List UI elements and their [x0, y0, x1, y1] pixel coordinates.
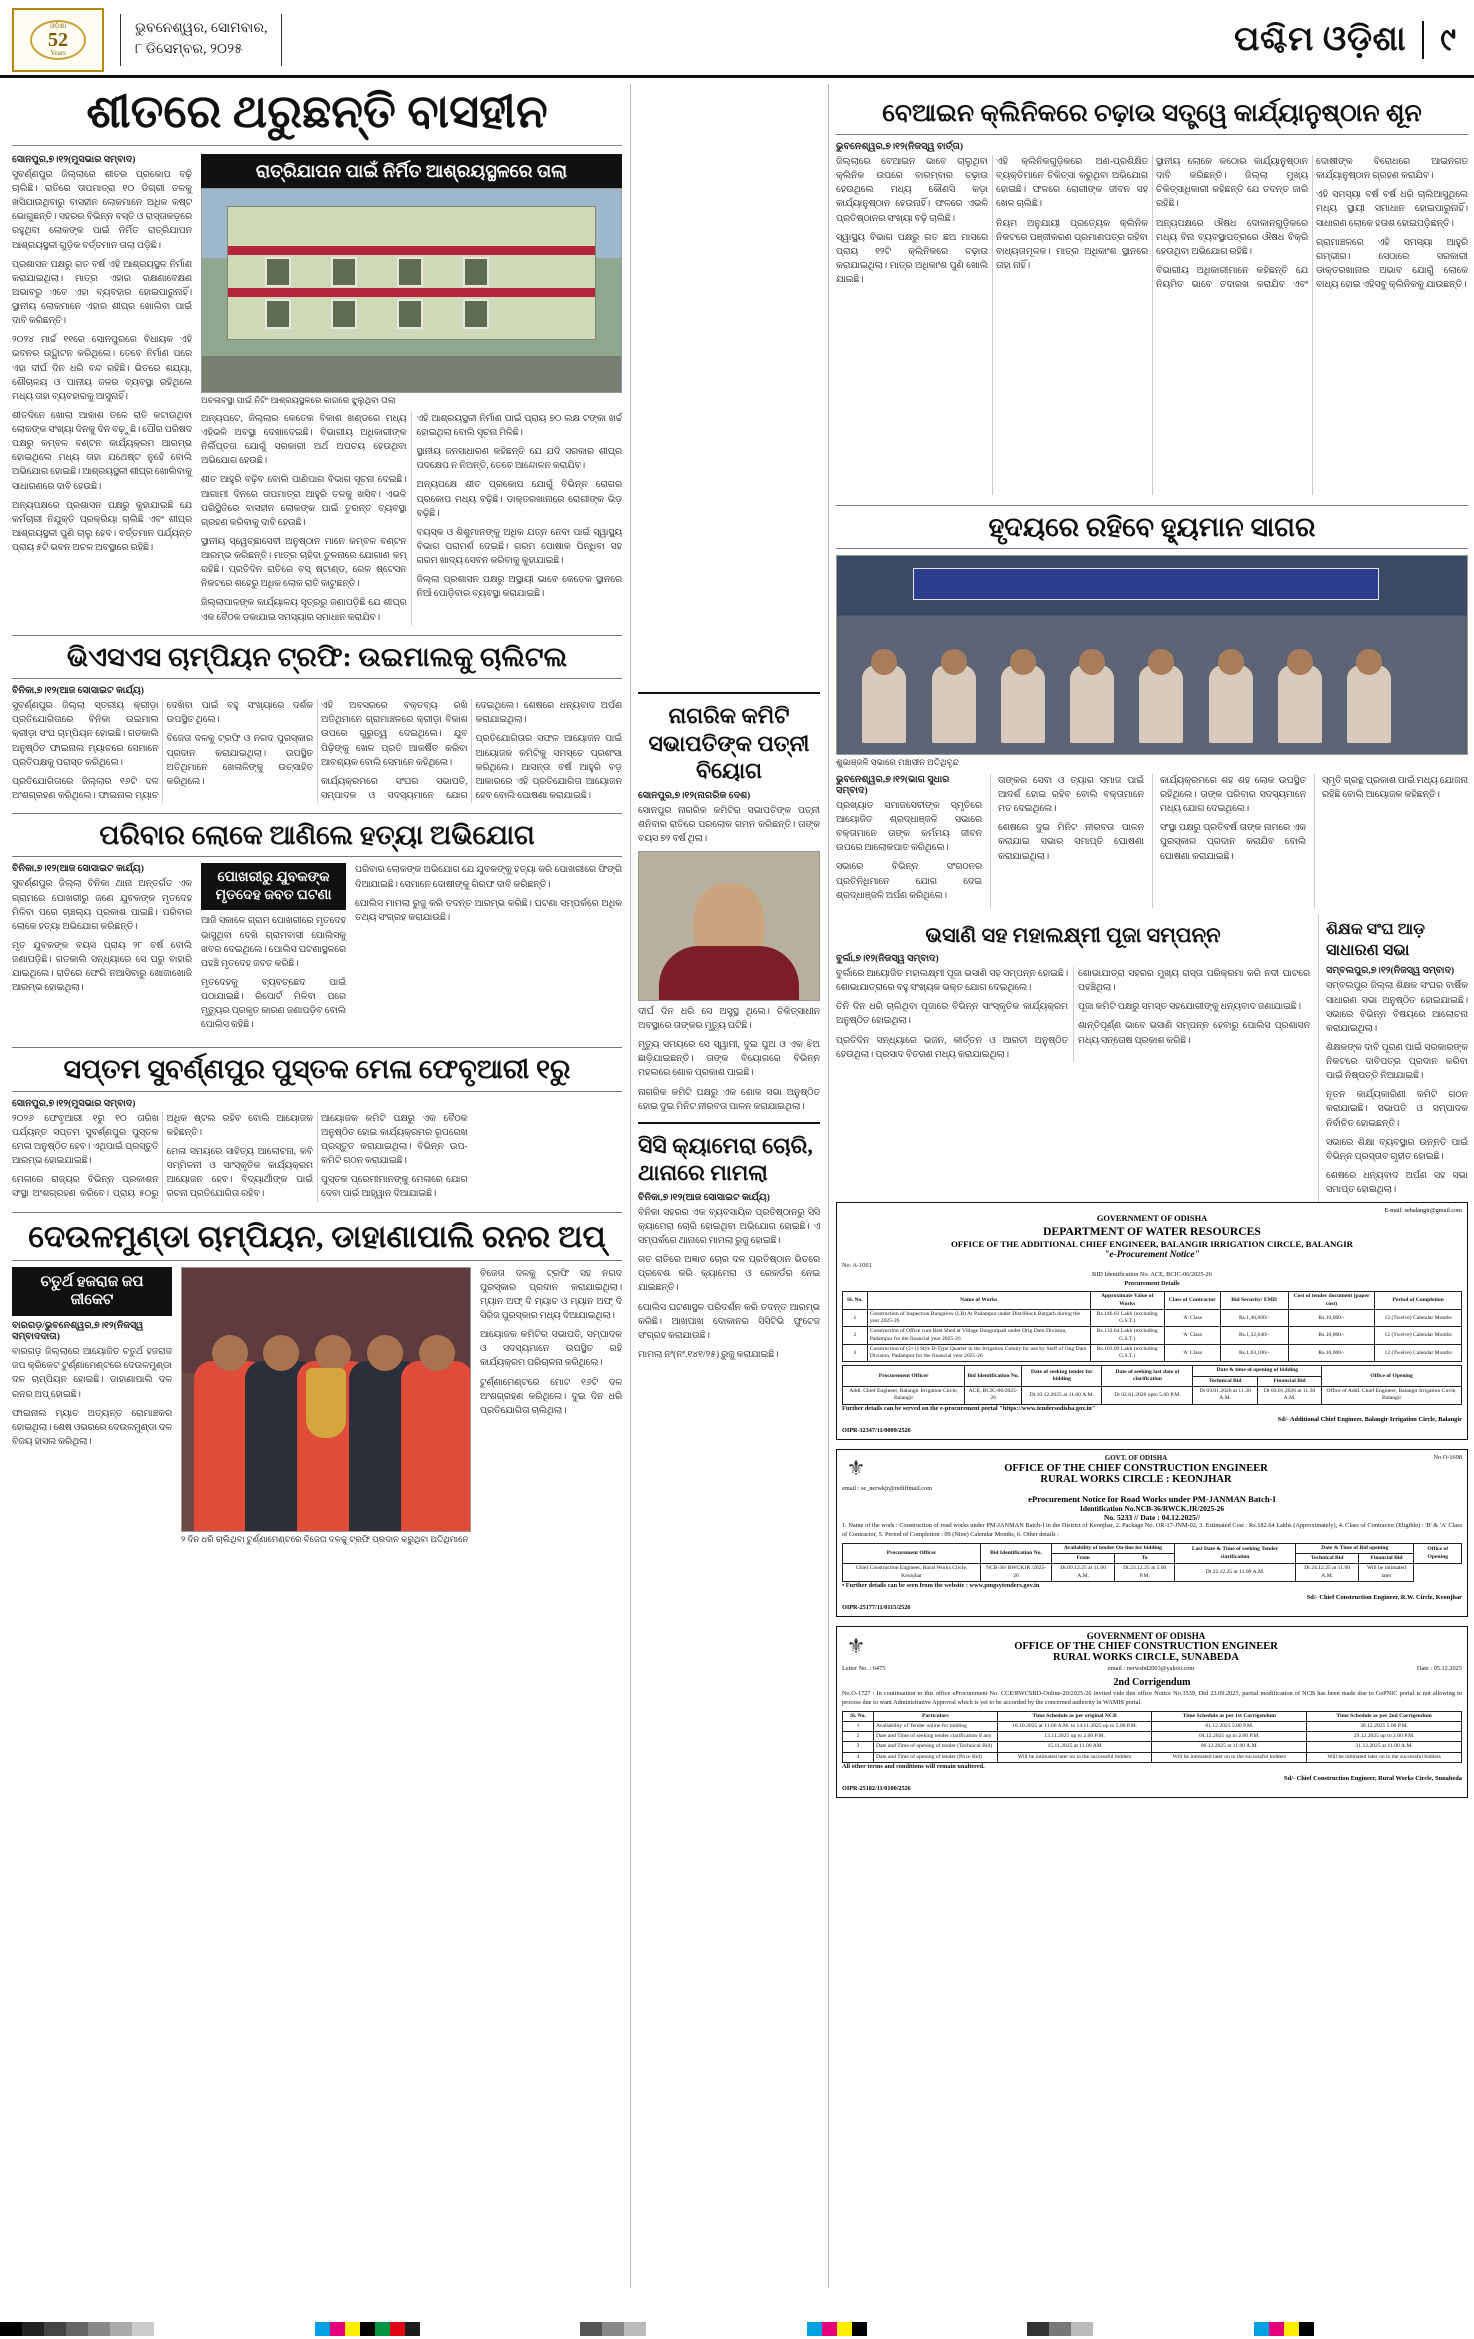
cell-work: Construction of Office cum Rest Shed at Village Dunguripali under Orig Dam Division, Padampur for the financial year 2025-26 [867, 1327, 1090, 1345]
cell-cost: Rs.10,000/- [1288, 1327, 1375, 1345]
family-para-1: ମୃତ ଯୁବକଙ୍କ ବୟସ ପ୍ରାୟ ୨୮ ବର୍ଷ ବୋଲି ଜଣାପଡ଼ିଛି। ଗତକାଲି ସନ୍ଧ୍ୟାରେ ସେ ଘରୁ ବାହାରି ଯାଇଥିଲେ। ରାତିରେ ଫେରି ନଆସିବାରୁ ଖୋଜାଖୋଜି ଆରମ୍ଭ ହୋଇଥିଲା। [12, 940, 192, 994]
cell-to: Dt.23.12.25 at 5.00 P.M. [1115, 1564, 1175, 1582]
vss-para-4: କାର୍ଯ୍ୟକ୍ରମରେ ସଂଘର ସଭାପତି, ସମ୍ପାଦକ ଓ ସଦସ୍ୟମାନେ ଯୋଗ ଦେଇଥିଲେ। ଶେଷରେ ଧନ୍ୟବାଦ ଅର୍ପଣ କରାଯାଇଥିଲା। [321, 701, 622, 801]
water-notice-type: "e-Procurement Notice" [1104, 1250, 1200, 1261]
lead-photo [201, 188, 622, 393]
bookfair-para-2: ମେଳା ସମୟରେ ସାହିତ୍ୟ ଆଲୋଚନା, କବି ସମ୍ମିଳନୀ ଓ ସାଂସ୍କୃତିକ କାର୍ଯ୍ୟକ୍ରମ ଆୟୋଜନ ହେବ। ବିଦ୍ୟାର୍ଥୀଙ୍କ ପାଇଁ ରଚନା ପ୍ରତିଯୋଗିତା ରହିବ। [166, 1147, 313, 1200]
vss-para-3: ଏହି ଅବସରରେ ବକ୍ତବ୍ୟ ରଖି ଅତିଥିମାନେ ଗ୍ରାମାଞ୍ଚଳରେ କ୍ରୀଡ଼ା ବିକାଶ ଉପରେ ଗୁରୁତ୍ୱ ଦେଇଥିଲେ। ଯୁବ ପିଢ଼ିଙ୍କୁ ଖେଳ ପ୍ରତି ଆକର୍ଷିତ କରିବା ଆବଶ୍ୟକ ବୋଲି ସେମାନେ କହିଥିଲେ। [321, 701, 468, 768]
cell-fin: Dt 03.01.2026 at 11.30 A.M. [1257, 1387, 1321, 1405]
family-headline: ପରିବାର ଲୋକେ ଆଣିଲେ ହତ୍ୟା ଅଭିଯୋଗ [12, 813, 622, 857]
puja-para-3: ଶୋଭାଯାତ୍ରା ସହରର ମୁଖ୍ୟ ରାସ୍ତା ପରିକ୍ରମା କରି ନଦୀ ଘାଟରେ ପହଞ୍ଚିଥିଲା। [1078, 969, 1310, 994]
deulamunda-headline: ଦେଉଳମୁଣ୍ଡା ଚାମ୍ପିୟନ, ଡାହାଣାପାଲି ରନର ଅପ୍ [12, 1212, 622, 1261]
sagar-photo-caption: ଶୁଭାଞ୍ଜଳି ସଭାରେ ମଞ୍ଚାସୀନ ଅତିଥିବୃନ୍ଦ [836, 757, 959, 768]
table-header-row [843, 1543, 1462, 1553]
cell-office: Office of Addl. Chief Engineer, Balangir Irrigation Circle, Balangir [1322, 1387, 1462, 1405]
sunabeda-corrigendum-table [842, 1711, 1462, 1763]
cell-tech: Dt 03.01.2026 at 11.30 A.M. [1193, 1387, 1257, 1405]
lead-photo-kicker: ରାତ୍ରିଯାପନ ପାଇଁ ନିର୍ମିତ ଆଶ୍ରୟସ୍ଥଳରେ ତାଲା [201, 154, 622, 189]
water-notice-oipr: OIPR-32347/11/0009/2526 [842, 1426, 911, 1434]
masthead [0, 0, 1474, 78]
family-sub-kicker: ପୋଖରୀରୁ ଯୁବକଙ୍କ ମୃତଦେହ ଜବତ ଘଟଣା [201, 863, 346, 910]
clinic-para-1: ସ୍ୱାସ୍ଥ୍ୟ ବିଭାଗ ପକ୍ଷରୁ ଗତ ଛଅ ମାସରେ ପ୍ରାୟ ୧୨ଟି କ୍ଲିନିକରେ ଚଢ଼ାଉ କରାଯାଇଥିଲା। ମାତ୍ର ଅଧିକାଂଶ ପୁଣି ଖୋଲି ଯାଇଛି। [836, 232, 988, 285]
lead-headline: ଶୀତରେ ଥରୁଛନ୍ତି ବାସହୀନ [12, 86, 622, 146]
lead-para-0: ସୁବର୍ଣ୍ଣପୁର ଜିଲ୍ଲାରେ ଶୀତର ପ୍ରକୋପ ବଢ଼ି ଚାଲିଛି। ରାତିରେ ତାପମାତ୍ରା ୧୦ ଡିଗ୍ରୀ ତଳକୁ ଖସିଯାଉଥିବାରୁ ବାସହୀନ ଲୋକମାନେ ଅଧିକ କଷ୍ଟ ଭୋଗୁଛନ୍ତି। ସହରର ବିଭିନ୍ନ ବସ୍ତି ଓ ରାସ୍ତାକଡ଼ରେ ରହୁଥିବା ଲୋକଙ୍କ ପାଇଁ ନିର୍ମିତ ରାତ୍ରିଯାପନ ଆଶ୍ରୟସ୍ଥଳୀ ଗୁଡ଼ିକ ବର୍ତ୍ତମାନ ତାଲା ପଡ଼ିଛି। [12, 169, 192, 251]
keonjhar-email: email : se_nerwkjr@rediffmail.com [842, 1485, 933, 1493]
col-emd: Bid Security/ EMD [1220, 1292, 1288, 1310]
puja-para-1: ତିନି ଦିନ ଧରି ଚାଲିଥିବା ପୂଜାରେ ବିଭିନ୍ନ ସାଂସ୍କୃତିକ କାର୍ଯ୍ୟକ୍ରମ ଅନୁଷ୍ଠିତ ହୋଇଥିଲା। [836, 1002, 1068, 1027]
state-emblem-icon: ⚜ [846, 1456, 866, 1481]
sunabeda-oipr: OIPR-25182/11/0100/2526 [842, 1785, 911, 1793]
cell-from: Dt.09.12.25 at 11.00 A.M. [1051, 1564, 1115, 1582]
citizen-headline: ନାଗରିକ କମିଟି ସଭାପତିଙ୍କ ପତ୍ନୀ ବିୟୋଗ [648, 703, 810, 783]
col-seek-date: Date of seeking tender for bidding [1022, 1366, 1102, 1387]
cell-emd: Rs.1,32,640/- [1220, 1327, 1288, 1345]
cell-bid-id: NCB-36/ RWCKJR /2025-26 [981, 1564, 1052, 1582]
col-class: Class of Contractor [1164, 1292, 1220, 1310]
col-sl: Sl. No. [843, 1292, 868, 1310]
col-open: Date & Time of Bid opening [1295, 1543, 1414, 1553]
misc-byline: ସମ୍ବଲପୁର,୭।୧୨(ନିଜସ୍ୱ ସମ୍ବାଦ) [1326, 966, 1455, 977]
col-corr2: Time Schedule as per 2nd Corrigendum [1307, 1711, 1462, 1721]
sagar-para-3: ଶେଷରେ ଦୁଇ ମିନିଟ ନୀରବତା ପାଳନ କରାଯାଇ ସଭାର ସମାପ୍ତି ଘୋଷଣା କରାଯାଇଥିଲା। [998, 823, 1144, 862]
tender-notice-keonjhar [836, 1449, 1468, 1617]
water-notice-proc-details: Procurement Details [1124, 1279, 1180, 1287]
cell-sl: 3 [843, 1742, 874, 1752]
puja-para-4: ପୂଜା କମିଟି ପକ୍ଷରୁ ସମସ୍ତ ସହଯୋଗୀଙ୍କୁ ଧନ୍ୟବାଦ ଜଣାଯାଇଛି। [1078, 1002, 1301, 1013]
sagar-para-4: କାର୍ଯ୍ୟକ୍ରମରେ ଶହ ଶହ ଲୋକ ଉପସ୍ଥିତ ରହିଥିଲେ। ତାଙ୍କ ପରିବାର ସଦସ୍ୟମାନେ ମଧ୍ୟ ଯୋଗ ଦେଇଥିଲେ। [1160, 775, 1306, 815]
masthead-divider [1422, 21, 1424, 59]
water-notice-bid-id: BID Identification No. ACE, BCIC-06/2025-26 [1092, 1270, 1212, 1278]
clinic-para-6: ବିଭାଗୀୟ ଅଧିକାରୀମାନେ କହିଛନ୍ତି ଯେ ନିୟମିତ ଭାବେ ତଦାରଖ କରାଯିବ ଏବଂ ଦୋଷୀଙ୍କ ବିରୋଧରେ ଆଇନଗତ କାର୍ଯ୍ୟାନୁଷ୍ଠାନ ଗ୍ରହଣ କରାଯିବ। [1156, 157, 1468, 290]
deulamunda-para-3: ଆୟୋଜକ କମିଟିର ସଭାପତି, ସମ୍ପାଦକ ଓ ସଦସ୍ୟମାନେ ଉପସ୍ଥିତ ରହି କାର୍ଯ୍ୟକ୍ରମ ପରିଚାଳନା କରିଥିଲେ। [480, 1330, 622, 1369]
column-middle [630, 84, 820, 2288]
vss-byline: ବିନିକା,୭।୧୨(ଆଜ ସୋସାଇଟ କାର୍ଯ୍ୟ) [12, 686, 144, 697]
col-particulars: Particulars [873, 1711, 997, 1721]
table-row [843, 1327, 1462, 1345]
misc-headline: ଶିକ୍ଷକ ସଂଘ ଆଡ଼ ସାଧାରଣ ସଭା [1326, 920, 1425, 959]
misc-para-4: ଶେଷରେ ଧନ୍ୟବାଦ ଅର୍ପଣ ସହ ସଭା ସମାପ୍ତ ହୋଇଥିଲା। [1326, 1170, 1468, 1196]
keonjhar-ident: Identification No.NCB-36/RWCK.JR/2025-26 [1079, 1504, 1225, 1514]
cell-corr1: 01.12.2025 5.00 P.M. [1152, 1721, 1307, 1731]
keonjhar-office1: OFFICE OF THE CHIEF CONSTRUCTION ENGINEER [1004, 1463, 1268, 1475]
col-proc-officer: Procurement Officer [843, 1366, 965, 1387]
tender-notice-water-resources [836, 1202, 1468, 1439]
lead-para-11: ଅନ୍ୟପକ୍ଷେ ଶୀତ ପ୍ରକୋପ ଯୋଗୁଁ ବିଭିନ୍ନ ରୋଗର ପ୍ରକୋପ ମଧ୍ୟ ବଢ଼ିଛି। ଡାକ୍ତରଖାନାରେ ରୋଗୀଙ୍କ ଭିଡ଼ ବଢ଼ିଛି। [416, 480, 622, 519]
table-row [843, 1344, 1462, 1362]
cell-bid-id: ACE, BCIC-06/2025-26 [965, 1387, 1022, 1405]
misc-para-0: ସମ୍ବଲପୁର ଜିଲ୍ଲା ଶିକ୍ଷକ ସଂଘର ବାର୍ଷିକ ସାଧାରଣ ସଭା ଅନୁଷ୍ଠିତ ହୋଇଯାଇଛି। ସଭାରେ ବିଭିନ୍ନ ବିଷୟରେ ଆଲୋଚନା କରାଯାଇଥିଲା। [1326, 981, 1468, 1034]
dateline-place: ଭୁବନେଶ୍ୱର, ସୋମବାର, [135, 21, 268, 37]
cell-clarify: Dt 22.12.25 at 11.00 A.M. [1175, 1564, 1296, 1582]
cell-period: 12 (Twelve) Calendar Months [1375, 1309, 1462, 1327]
puja-para-2: ପ୍ରତିଦିନ ସନ୍ଧ୍ୟାରେ ଭଜନ, କୀର୍ତ୍ତନ ଓ ଆରତୀ ଅନୁଷ୍ଠିତ ହେଉଥିଲା। ପ୍ରସାଦ ବିତରଣ ମଧ୍ୟ କରାଯାଇଥିଲା। [836, 1035, 1068, 1060]
keonjhar-office2: RURAL WORKS CIRCLE : KEONJHAR [1040, 1474, 1232, 1486]
publication-logo [12, 8, 104, 72]
water-notice-office: OFFICE OF THE ADDITIONAL CHIEF ENGINEER, BALANGIR IRRIGATION CIRCLE, BALANGIR [950, 1239, 1354, 1250]
col-technical: Technical Bid [1295, 1554, 1358, 1564]
table-row [843, 1742, 1462, 1752]
cell-sl: 2 [843, 1327, 868, 1345]
clinic-byline: ଭୁବନେଶ୍ୱର,୭।୧୨(ନିଜସ୍ୱ ବାର୍ତ୍ତା) [836, 142, 963, 152]
cell-particulars: Availability of Tender online for bidding [873, 1721, 997, 1731]
sunabeda-email: email : nerwsbd2003@yahoo.com [1107, 1665, 1195, 1673]
lead-para-7: ସ୍ଥାନୀୟ ସ୍ୱେଚ୍ଛାସେବୀ ଅନୁଷ୍ଠାନ ମାନେ କମ୍ବଳ ବଣ୍ଟନ ଆରମ୍ଭ କରିଛନ୍ତି। ମାତ୍ର ଚାହିଦା ତୁଳନାରେ ଯୋଗାଣ କମ୍ ରହିଛି। ପ୍ରତିଦିନ ରାତିରେ ବସ୍ ଷ୍ଟାଣ୍ଡ, ରେଳ ଷ୍ଟେସନ ନିକଟରେ ଶହେରୁ ଅଧିକ ଲୋକ ରାତି କାଟୁଛନ୍ତି। [201, 536, 407, 590]
sagar-byline: ଭୁବନେଶ୍ୱର,୭।୧୨(ଭାଗ ସୁଧାର ସମ୍ବାଦ) [836, 774, 950, 796]
deulamunda-para-2: ବିଜେତା ଦଳକୁ ଟ୍ରଫି ସହ ନଗଦ ପୁରସ୍କାର ପ୍ରଦାନ କରାଯାଇଥିଲା। ମ୍ୟାନ ଅଫ୍ ଦି ମ୍ୟାଚ ଓ ମ୍ୟାନ ଅଫ୍ ଦି ସିରିଜ ପୁରସ୍କାର ମଧ୍ୟ ଦିଆଯାଇଥିଲା। [480, 1268, 622, 1322]
lead-para-8: ଜିଲ୍ଲାପାଳଙ୍କ କାର୍ଯ୍ୟାଳୟ ସୂତ୍ରରୁ ଜଣାପଡ଼ିଛି ଯେ ଶୀଘ୍ର ଏକ ବୈଠକ ଡକାଯାଇ ସମସ୍ୟାର ସମାଧାନ କରାଯିବ। [201, 598, 407, 623]
col-period: Period of Completion [1375, 1292, 1462, 1310]
table-row [843, 1752, 1462, 1762]
cell-value: Rs.132.64 Lakh (excluding G.S.T.) [1090, 1327, 1164, 1345]
cell-original: 16.10.2025 at 11.00 A.M. to 14.11.2025 up to 5.00 P.M. [997, 1721, 1152, 1731]
clinic-para-3: ନିୟମ ଅନୁଯାୟୀ ପ୍ରତ୍ୟେକ କ୍ଲିନିକ ନିକଟରେ ପଞ୍ଜୀକରଣ ପ୍ରମାଣପତ୍ର ରହିବା ବାଧ୍ୟତାମୂଳକ। ମାତ୍ର ଅଧିକାଂଶ ସ୍ଥାନରେ ତାହା ନାହିଁ। [996, 218, 1148, 271]
gray-ramp-right [1027, 2322, 1093, 2336]
water-notice-footnote[interactable]: Further details can be served on the e-procurement portal "https://www.tendersodisha.gov.in" [842, 1404, 1096, 1412]
lead-para-3: ଶୀତଦିନେ ଖୋଲା ଆକାଶ ତଳେ ରାତି କଟାଉଥିବା ଲୋକଙ୍କ ସଂଖ୍ୟା ଦିନକୁ ଦିନ ବଢ଼ୁଛି। ପୌର ପରିଷଦ ପକ୍ଷରୁ କମ୍ବଳ ବଣ୍ଟନ କାର୍ଯ୍ୟକ୍ରମ ଆରମ୍ଭ ହୋଇଥିଲେ ମଧ୍ୟ ତାହା ଯଥେଷ୍ଟ ନୁହେଁ ବୋଲି ଅଭିଯୋଗ ହୋଇଛି। ଆଶ୍ରୟସ୍ଥଳୀ ଶୀଘ୍ର ଖୋଲିବାକୁ ସାଧାରଣରେ ଦାବି ହେଉଛି। [12, 410, 192, 492]
cell-cost: Rs.10,000/- [1288, 1309, 1375, 1327]
col-availability: Availability of tender On-line for bidding [1051, 1543, 1174, 1553]
cctv-para-3: ମାମଲା ନଂ(ନଂ.୧୪୧/୨୫) ରୁଜୁ କରାଯାଇଛି। [638, 1349, 779, 1360]
sunabeda-signature: Sd/- Chief Construction Engineer, Rural Works Circle, Sunabeda [1284, 1774, 1462, 1782]
cmyk-swatches-1 [315, 2322, 420, 2336]
col-clarify: Last Date & Time of seeking Tender clarification [1175, 1543, 1296, 1564]
cell-sl: 4 [843, 1752, 874, 1762]
clinic-para-2: ଏହି କ୍ଲିନିକଗୁଡ଼ିକରେ ଅଣ-ପ୍ରଶିକ୍ଷିତ ବ୍ୟକ୍ତିମାନେ ଚିକିତ୍ସା କରୁଥିବା ଅଭିଯୋଗ ହୋଇଛି। ଫଳରେ ରୋଗୀଙ୍କ ଜୀବନ ସହ ଖେଳ ଚାଲିଛି। [996, 157, 1148, 210]
water-notice-email: E-mail: sebalangir@gmail.com [1384, 1207, 1462, 1215]
keonjhar-signature: Sd/- Chief Construction Engineer, R.W. Circle, Keonjhar [1306, 1593, 1462, 1601]
sunabeda-date: Date : 05.12.2025 [1416, 1665, 1462, 1673]
column-right [828, 84, 1468, 2288]
cell-officer: Addl. Chief Engineer, Balangir Irrigation Circle, Balangir [843, 1387, 965, 1405]
sagar-para-1: ସଭାରେ ବିଭିନ୍ନ ସଂଗଠନର ପ୍ରତିନିଧିମାନେ ଯୋଗ ଦେଇ ଶ୍ରଦ୍ଧାଞ୍ଜଳି ଅର୍ପଣ କରିଥିଲେ। [836, 862, 982, 901]
cell-corr1: 06.12.2025 at 11.00 A.M. [1152, 1742, 1307, 1752]
table-header-row [843, 1292, 1462, 1310]
cell-particulars: Date and Time of opening of tender (Technical Bid) [873, 1742, 997, 1752]
col-to: To [1115, 1554, 1175, 1564]
tender-notice-sunabeda [836, 1626, 1468, 1798]
water-notice-works-table [842, 1291, 1462, 1362]
cell-particulars: Date and Time of seeking tender clarification if any [873, 1732, 997, 1742]
citizen-para-0: ସୋନପୁର ନାଗରିକ କମିଟିର ସଭାପତିଙ୍କ ପତ୍ନୀ ଶନିବାର ରାତିରେ ପରଲୋକ ଗମନ କରିଛନ୍ତି। ତାଙ୍କ ବୟସ ୭୨ ବର୍ଷ ଥିଲା। [638, 805, 820, 844]
col-proc-officer: Procurement Officer [843, 1543, 981, 1564]
keonjhar-schedule-table [842, 1543, 1462, 1582]
bookfair-para-3: ଆୟୋଜକ କମିଟି ପକ୍ଷରୁ ଏକ ବୈଠକ ଅନୁଷ୍ଠିତ ହୋଇ କାର୍ଯ୍ୟକ୍ରମର ରୂପରେଖ ପ୍ରସ୍ତୁତ କରାଯାଇଥିଲା। ବିଭିନ୍ନ ଉପ-କମିଟି ଗଠନ କରାଯାଇଛି। [321, 1113, 468, 1167]
cell-original: 15.11.2025 at 11.00 AM [997, 1742, 1152, 1752]
family-para-0: ସୁବର୍ଣ୍ଣପୁର ଜିଲ୍ଲା ବିନିକା ଥାନା ଅନ୍ତର୍ଗତ ଏକ ଗ୍ରାମରେ ପୋଖରୀରୁ ଜଣେ ଯୁବକଙ୍କ ମୃତଦେହ ମିଳିବା ପରେ ଚାଞ୍ଚଲ୍ୟ ପ୍ରକାଶ ପାଇଛି। ପରିବାର ଲୋକେ ହତ୍ୟା ଅଭିଯୋଗ କରିଛନ୍ତି। [12, 879, 192, 932]
cell-work: Construction of Inspection Bungalow (I.B) At Padampur under Dist/Block Bargarh during the year 2025-26 [867, 1309, 1090, 1327]
masthead-title-group [1234, 21, 1464, 59]
col-open: Date & time of opening of bidding [1193, 1366, 1322, 1376]
sunabeda-govt: GOVERNMENT OF ODISHA [1086, 1631, 1206, 1642]
col-office: Office of Opening [1414, 1543, 1462, 1564]
water-notice-dept: DEPARTMENT OF WATER RESOURCES [1043, 1224, 1261, 1238]
deulamunda-photo [181, 1267, 471, 1532]
water-notice-signature: Sd/- Additional Chief Engineer, Balangir Irrigation Circle, Balangir [1277, 1416, 1462, 1424]
logo-top-text: ଓଡ଼ିଶା [49, 21, 67, 30]
cctv-para-0: ବିନିକା ସହରର ଏକ ବ୍ୟବସାୟିକ ପ୍ରତିଷ୍ଠାନରୁ ସିସି କ୍ୟାମେରା ଚୋରି ହୋଇଥିବା ଅଭିଯୋଗ ହୋଇଛି। ଏ ସମ୍ପର୍କରେ ଥାନାରେ ମାମଲା ରୁଜୁ ହୋଇଛି। [638, 1207, 820, 1246]
print-registration-bar [0, 2319, 1474, 2339]
cell-period: 12 (Twelve) Calendar Months [1375, 1327, 1462, 1345]
citizen-para-2: ମୃତ୍ୟୁ ସମୟରେ ସେ ସ୍ୱାମୀ, ଦୁଇ ପୁଅ ଓ ଏକ ଝିଅ ଛାଡ଼ିଯାଇଛନ୍ତି। ତାଙ୍କ ବିୟୋଗରେ ବିଭିନ୍ନ ମହଲରେ ଶୋକ ପ୍ରକାଶ ପାଇଛି। [638, 1040, 820, 1079]
col-sl: Sl. No. [843, 1711, 874, 1721]
lead-para-2: ୨୦୨୪ ମାର୍ଚ୍ଚ ୧୧ରେ ସୋନପୁରରେ ବିଧାୟକ ଏହି ଭବନର ଉଦ୍ଘାଟନ କରିଥିଲେ। ତେବେ ନିର୍ମାଣ ପରେ ଏହା ଦୀର୍ଘ ଦିନ ଧରି ବନ୍ଦ ରହିଛି। ଭିତରେ ଶଯ୍ୟା, ଶୌଚାଳୟ ଓ ପାନୀୟ ଜଳର ବ୍ୟବସ୍ଥା ରହିଥିଲେ ମଧ୍ୟ ତାହା ବ୍ୟବହାରକୁ ଆସୁନାହିଁ। [12, 335, 192, 402]
col-works: Name of Works [867, 1292, 1090, 1310]
cell-corr2: 29.12.2025 up to 2.00 P.M. [1307, 1732, 1462, 1742]
cell-sl: 3 [843, 1344, 868, 1362]
sunabeda-office1: OFFICE OF THE CHIEF CONSTRUCTION ENGINEER [1014, 1641, 1278, 1653]
table-row [843, 1309, 1462, 1327]
col-bid-id: Bid Identification No. [981, 1543, 1052, 1564]
sagar-photo [836, 555, 1468, 755]
cell-corr1: 04.12.2025 up to 2.00 P.M. [1152, 1732, 1307, 1742]
keonjhar-govt: GOVT. OF ODISHA [1104, 1453, 1168, 1462]
sunabeda-body-text: No.O-1727 : In continuation to this office eProcurement No. CCE/RWCSBD-Online-20/2025-26 invited vide this office Notice No.3539, Dtd 23.09.2025, partial modification of NCB has been made due to GePNIC portal is not allowing to process due to want Administrative Approval which is yet to be accorded by the concerned authority in WAMIS portal. [842, 1689, 1462, 1706]
clinic-headline: ବେଆଇନ କ୍ଲିନିକରେ ଚଢ଼ାଉ ସତ୍ତ୍ୱେ କାର୍ଯ୍ୟାନୁଷ୍ଠାନ ଶୂନ [836, 94, 1468, 135]
clinic-para-4: ସ୍ଥାନୀୟ ଲୋକେ କଠୋର କାର୍ଯ୍ୟାନୁଷ୍ଠାନ ଦାବି କରିଛନ୍ତି। ଜିଲ୍ଲା ମୁଖ୍ୟ ଚିକିତ୍ସାଧିକାରୀ କହିଛନ୍ତି ଯେ ତଦନ୍ତ ଜାରି ରହିଛି। [1156, 157, 1308, 210]
cctv-para-1: ଗତ ରାତିରେ ଅଜ୍ଞାତ ଚୋର ଦଳ ପ୍ରତିଷ୍ଠାନ ଭିତରେ ପ୍ରବେଶ କରି କ୍ୟାମେରା ଓ ରେକର୍ଡର ନେଇ ଯାଇଛନ୍ତି। [638, 1255, 820, 1294]
sunabeda-note: All other terms and conditions will remain unaltered. [842, 1762, 985, 1770]
cell-corr2: Will be intimated later on to the successful bidders [1307, 1752, 1462, 1762]
cell-corr2: 30.12.2025 5.00 P.M. [1307, 1721, 1462, 1731]
logo-years-label: Years [50, 48, 66, 57]
sunabeda-corrigendum-title: 2nd Corrigendum [1113, 1676, 1191, 1688]
keonjhar-no: No.O-1698 [1433, 1453, 1462, 1461]
cell-class: 'A' Class [1164, 1309, 1220, 1327]
column-left [12, 84, 622, 2288]
gray-ramp-mid [580, 2322, 646, 2336]
cell-value: Rs.163.09 Lakh (excluding G.S.T.) [1090, 1344, 1164, 1362]
col-office: Office of Opening [1322, 1366, 1462, 1387]
cell-particulars: Date and Time of opening of tender (Price Bid) [873, 1752, 997, 1762]
cell-officer: Chief Construction Engineer, Rural Works Circle, Keonjhar [843, 1564, 981, 1582]
cell-seek: Dt.10.12.2025 at 11.00 A.M. [1022, 1387, 1102, 1405]
vss-para-5: ପ୍ରତିଯୋଗିତାର ସଫଳ ଆୟୋଜନ ପାଇଁ ଆୟୋଜକ କମିଟିକୁ ସମସ୍ତେ ପ୍ରଶଂସା କରିଥିଲେ। ଆସନ୍ତା ବର୍ଷ ଆହୁରି ବଡ଼ ଆକାରରେ ଏହି ପ୍ରତିଯୋଗିତା ଆୟୋଜନ ହେବ ବୋଲି ଘୋଷଣା କରାଯାଇଛି। [475, 734, 622, 801]
keonjhar-notice-line: eProcurement Notice for Road Works under PM-JANMAN Batch-I [1028, 1494, 1276, 1505]
keonjhar-work-details: 1. Name of the work : Construction of road works under PM-JANMAN Batch-I in the District of Keonjhar, 2. Package No. OR-17-JNM-02, 3. Estimated Cost : Rs.182.64 Lakhs (Approximately), 4. Class of Contractor (Eligible) : 'B' & 'A' Class of Contractor, 5. Period of Completion : 09 (Nine) Calendar Months, 6. Other details : [842, 1522, 1462, 1539]
cell-original: 13.11.2025 up to 2.00 P.M. [997, 1732, 1152, 1742]
puja-para-0: ବୁର୍ଲାରେ ଆୟୋଜିତ ମହାଲକ୍ଷ୍ମୀ ପୂଜା ଭସାଣି ସହ ସମ୍ପନ୍ନ ହୋଇଛି। ଶୋଭାଯାତ୍ରାରେ ବହୁ ସଂଖ୍ୟକ ଭକ୍ତ ଯୋଗ ଦେଇଥିଲେ। [836, 969, 1068, 994]
cell-sl: 1 [843, 1721, 874, 1731]
misc-para-1: ଶିକ୍ଷକଙ୍କ ଦାବି ପୂରଣ ପାଇଁ ସରକାରଙ୍କ ନିକଟରେ ଦାବିପତ୍ର ପ୍ରଦାନ କରିବା ପାଇଁ ନିଷ୍ପତ୍ତି ନିଆଯାଇଛି। [1326, 1042, 1468, 1082]
clinic-para-5: ଅନ୍ୟପକ୍ଷରେ ଔଷଧ ଦୋକାନଗୁଡ଼ିକରେ ମଧ୍ୟ ବିନା ବ୍ୟବସ୍ଥାପତ୍ରରେ ଔଷଧ ବିକ୍ରି ହେଉଥିବା ଅଭିଯୋଗ ରହିଛି। [1156, 218, 1308, 257]
col-corr1: Time Schedule as per 1st Corrigendum [1152, 1711, 1307, 1721]
sagar-headline: ହୃଦୟରେ ରହିବେ ହ୍ୟୁମାନ ସାଗର [836, 505, 1468, 549]
family-para-2: ଆଜି ସକାଳେ ଗ୍ରାମ ପୋଖରୀରେ ମୃତଦେହ ଭାସୁଥିବା ଦେଖି ଗ୍ରାମବାସୀ ପୋଲିସକୁ ଖବର ଦେଇଥିଲେ। ପୋଲିସ ଘଟଣାସ୍ଥଳରେ ପହଞ୍ଚି ମୃତଦେହ ଜବତ କରିଛି। [201, 916, 346, 969]
cell-office: Will be intimated later [1359, 1564, 1414, 1582]
sagar-para-5: ସଂସ୍ଥା ପକ୍ଷରୁ ପ୍ରତିବର୍ଷ ତାଙ୍କ ନାମରେ ଏକ ପୁରସ୍କାର ପ୍ରଦାନ କରାଯିବ ବୋଲି ଘୋଷଣା କରାଯାଇଛି। [1160, 823, 1306, 862]
table-header-row [843, 1711, 1462, 1721]
cctv-byline: ବିନିକା,୭।୧୨(ଆଜ ସୋସାଇଟ କାର୍ଯ୍ୟ) [638, 1192, 770, 1203]
table-header-row [843, 1366, 1462, 1376]
citizen-byline: ସୋନପୁର,୭।୧୨(ନାଗରିକ ଦେଶ) [638, 790, 751, 801]
deulamunda-para-4: ଟୁର୍ଣ୍ଣାମେଣ୍ଟରେ ମୋଟ ୧୬ଟି ଦଳ ଅଂଶଗ୍ରହଣ କରିଥିଲେ। ଦୁଇ ଦିନ ଧରି ପ୍ରତିଯୋଗିତା ଚାଲିଥିଲା। [480, 1377, 622, 1416]
col-from: From [1051, 1554, 1115, 1564]
cell-tech: Dt 24.12.25 at 11.00 A.M. [1295, 1564, 1358, 1582]
cell-corr1: Will be intimated later on to the successful bidders [1152, 1752, 1307, 1762]
citizen-para-1: ଦୀର୍ଘ ଦିନ ଧରି ସେ ଅସୁସ୍ଥ ଥିଲେ। ଚିକିତ୍ସାଧୀନ ଅବସ୍ଥାରେ ତାଙ୍କର ମୃତ୍ୟୁ ଘଟିଛି। [638, 1006, 820, 1031]
col-cost: Cost of tender document (paper cost) [1288, 1292, 1375, 1310]
lead-para-5: ଅନ୍ୟପଟେ, ଜିଲ୍ଲାର କେତେକ ବିକାଶ ଖଣ୍ଡରେ ମଧ୍ୟ ଏହିଭଳି ଅବସ୍ଥା ଦେଖାଦେଇଛି। ବିଭାଗୀୟ ଅଧିକାରୀଙ୍କ ନିର୍ଲିପ୍ତତା ଯୋଗୁଁ ସରକାରୀ ଅର୍ଥ ଅପଚୟ ହେଉଥିବା ଅଭିଯୋଗ ହେଉଛି। [201, 413, 407, 467]
col-value: Approximate Value of Works [1090, 1292, 1164, 1310]
cell-sl: 2 [843, 1732, 874, 1742]
citizen-para-3: ନାଗରିକ କମିଟି ପକ୍ଷରୁ ଏକ ଶୋକ ସଭା ଅନୁଷ୍ଠିତ ହୋଇ ଦୁଇ ମିନିଟ ନୀରବତା ପାଳନ କରାଯାଇଥିଲା। [638, 1087, 820, 1112]
keonjhar-footnote[interactable]: • Further details can be seen from the website : www.pmgsytenders.gov.in [842, 1581, 1040, 1589]
table-row [843, 1721, 1462, 1731]
page-body [0, 78, 1474, 2288]
cell-class: 'A' Class [1164, 1344, 1220, 1362]
family-para-4: ପରିବାର ଲୋକଙ୍କ ଅଭିଯୋଗ ଯେ ଯୁବକଙ୍କୁ ହତ୍ୟା କରି ପୋଖରୀରେ ଫିଙ୍ଗି ଦିଆଯାଇଛି। ସେମାନେ ଦୋଷୀଙ୍କୁ ଗିରଫ ଦାବି କରିଛନ୍ତି। [355, 865, 622, 890]
deulamunda-para-0: ବାରଗଡ଼ ଜିଲ୍ଲାରେ ଆୟୋଜିତ ଚତୁର୍ଥ ହଜରାଜ ଜପ କ୍ରିକେଟ ଟୁର୍ଣ୍ଣାମେଣ୍ଟରେ ଦେଉଳମୁଣ୍ଡା ଦଳ ଚାମ୍ପିୟନ ହୋଇଛି। ଡାହାଣାପାଲି ଦଳ ରନର ଅପ୍ ହୋଇଛି। [12, 1347, 172, 1400]
family-byline: ବିନିକା,୭।୧୨(ଆଜ ସୋସାଇଟ କାର୍ଯ୍ୟ) [12, 864, 144, 875]
dateline-date: ୮ ଡିସେମ୍ବର, ୨୦୨୫ [135, 41, 243, 57]
col-financial: Financial Bid [1257, 1376, 1321, 1386]
cctv-para-2: ପୋଲିସ ଘଟଣାସ୍ଥଳ ପରିଦର୍ଶନ କରି ତଦନ୍ତ ଆରମ୍ଭ କରିଛି। ଆଖପାଖ ଦୋକାନର ସିସିଟିଭି ଫୁଟେଜ ସଂଗ୍ରହ କରାଯାଉଛି। [638, 1302, 820, 1341]
lead-byline: ସୋନପୁର,୭।୧୨(ମୁସଭାର ସମ୍ବାଦ) [12, 154, 136, 165]
lead-para-13: ଜିଲ୍ଲା ପ୍ରଶାସନ ପକ୍ଷରୁ ଅସ୍ଥାୟୀ ଭାବେ କେତେକ ସ୍ଥାନରେ ନିଆଁ ପୋଡ଼ିବାର ବ୍ୟବସ୍ଥା କରାଯାଇଛି। [416, 575, 622, 600]
clinic-para-8: ଗ୍ରାମାଞ୍ଚଳରେ ଏହି ସମସ୍ୟା ଆହୁରି ଗମ୍ଭୀର। ସେଠାରେ ସରକାରୀ ଡାକ୍ତରଖାନାର ଅଭାବ ଯୋଗୁଁ ଲୋକେ ବାଧ୍ୟ ହୋଇ ଏହିସବୁ କ୍ଲିନିକକୁ ଯାଉଛନ୍ତି। [1316, 237, 1468, 290]
citizen-portrait-photo [638, 851, 820, 1001]
cell-class: 'A' Class [1164, 1327, 1220, 1345]
vss-para-0: ସୁବର୍ଣ୍ଣପୁର ଜିଲ୍ଲା ସ୍ତରୀୟ କ୍ରୀଡ଼ା ପ୍ରତିଯୋଗିତାରେ ବିନିକା ଉଇମାଲ କ୍ରୀଡ଼ା ସଂଘ ଚାମ୍ପିୟନ ହୋଇଛି। ଗତକାଲି ଅନୁଷ୍ଠିତ ଫାଇନାଲ ମ୍ୟାଚରେ ସେମାନେ ପ୍ରତିପକ୍ଷକୁ ପରାସ୍ତ କରିଥିଲେ। [12, 701, 159, 768]
cell-clarify: Dt 02.01.2026 upto 5.00 P.M. [1102, 1387, 1193, 1405]
cmyk-swatches-2 [807, 2322, 867, 2336]
deulamunda-photo-caption: ୨ ଦିନ ଧରି ଚାଲିଥିବା ଟୁର୍ଣ୍ଣାମେଣ୍ଟରେ ବିଜେତା ଦଳକୁ ଟ୍ରଫି ପ୍ରଦାନ କରୁଥିବା ଅତିଥିମାନେ [181, 1533, 469, 1544]
sagar-para-2: ତାଙ୍କର ସେବା ଓ ତ୍ୟାଗ ସମାଜ ପାଇଁ ଆଦର୍ଶ ହୋଇ ରହିବ ବୋଲି ବକ୍ତାମାନେ ମତ ଦେଇଥିଲେ। [998, 775, 1144, 815]
clinic-para-7: ଏହି ସମସ୍ୟା ବର୍ଷ ବର୍ଷ ଧରି ଚାଲିଆସୁଥିଲେ ମଧ୍ୟ ସ୍ଥାୟୀ ସମାଧାନ ହୋଇପାରୁନାହିଁ। ସାଧାରଣ ଲୋକେ ହତାଶ ହୋଇପଡ଼ିଛନ୍ତି। [1316, 190, 1468, 229]
bookfair-para-1: ମେଳାରେ ରାଜ୍ୟର ବିଭିନ୍ନ ପ୍ରକାଶନ ସଂସ୍ଥା ଅଂଶଗ୍ରହଣ କରିବେ। ପ୍ରାୟ ୫୦ରୁ ଅଧିକ ଷ୍ଟଲ ରହିବ ବୋଲି ଆୟୋଜକ କହିଛନ୍ତି। [12, 1113, 313, 1200]
puja-headline: ଭସାଣି ସହ ମହାଲକ୍ଷ୍ମୀ ପୂଜା ସମ୍ପନ୍ନ [925, 922, 1221, 947]
lead-para-12: ବୟସ୍କ ଓ ଶିଶୁମାନଙ୍କୁ ଅଧିକ ଯତ୍ନ ନେବା ପାଇଁ ସ୍ୱାସ୍ଥ୍ୟ ବିଭାଗ ପରାମର୍ଶ ଦେଇଛି। ଗରମ ପୋଷାକ ପିନ୍ଧିବା ସହ ଗରମ ଖାଦ୍ୟ ସେବନ କରିବାକୁ କୁହାଯାଇଛି। [416, 527, 622, 567]
cell-cost: Rs.10,000/- [1288, 1344, 1375, 1362]
state-emblem-icon: ⚜ [846, 1633, 866, 1658]
cmyk-swatches-3 [1254, 2322, 1314, 2336]
dateline [120, 14, 282, 66]
keonjhar-oipr: OIPR-25177/11/0115/2526 [842, 1604, 911, 1612]
water-notice-no: No. A-1061 [842, 1261, 872, 1269]
bookfair-para-0: ୨୦୨୬ ଫେବୃଆରୀ ୧ରୁ ୧୦ ତାରିଖ ପର୍ଯ୍ୟନ୍ତ ସପ୍ତମ ସୁବର୍ଣ୍ଣପୁର ପୁସ୍ତକ ମେଳା ଅନୁଷ୍ଠିତ ହେବ। ଏଥିପାଇଁ ପ୍ରସ୍ତୁତି ଆରମ୍ଭ ହୋଇଯାଇଛି। [12, 1113, 159, 1167]
misc-para-2: ନୂତନ କାର୍ଯ୍ୟକାରିଣୀ କମିଟି ଗଠନ କରାଯାଇଛି। ସଭାପତି ଓ ସମ୍ପାଦକ ନିର୍ବାଚିତ ହୋଇଛନ୍ତି। [1326, 1090, 1468, 1129]
water-notice-govt: GOVERNMENT OF ODISHA [1096, 1214, 1208, 1224]
sagar-para-0: ପ୍ରଖ୍ୟାତ ସମାଜସେବୀଙ୍କ ସ୍ମୃତିରେ ଆୟୋଜିତ ଶ୍ରଦ୍ଧାଞ୍ଜଳି ସଭାରେ ବକ୍ତାମାନେ ତାଙ୍କ କର୍ମମୟ ଜୀବନ ଉପରେ ଆଲୋକପାତ କରିଥିଲେ। [836, 800, 982, 854]
keonjhar-no-line: No. 5233 // Date : 04.12.2025// [1103, 1513, 1201, 1523]
sagar-para-6: ସ୍ମୃତି ଗ୍ରନ୍ଥ ପ୍ରକାଶ ପାଇଁ ମଧ୍ୟ ଯୋଜନା ରହିଛି ବୋଲି ଆୟୋଜକ କହିଛନ୍ତି। [1322, 775, 1468, 801]
col-technical: Technical Bid [1193, 1376, 1257, 1386]
col-financial: Financial Bid [1359, 1554, 1414, 1564]
vss-headline: ଭିଏସଏସ ଚାମ୍ପିୟନ ଟ୍ରଫି: ଉଇମାଲକୁ ଚାଲିଟଲ [12, 635, 622, 679]
puja-para-5: ଶାନ୍ତିପୂର୍ଣ୍ଣ ଭାବେ ଭସାଣି ସମ୍ପନ୍ନ ହେବାରୁ ପୋଲିସ ପ୍ରଶାସନ ମଧ୍ୟ ସନ୍ତୋଷ ପ୍ରକାଶ କରିଛି। [1078, 1021, 1310, 1046]
cctv-headline: ସିସି କ୍ୟାମେରା ଚୋରି, ଥାନାରେ ମାମଲା [638, 1132, 813, 1186]
lead-para-9: ଏହି ଆଶ୍ରୟସ୍ଥଳୀ ନିର୍ମାଣ ପାଇଁ ପ୍ରାୟ ୭୦ ଲକ୍ଷ ଟଙ୍କା ଖର୍ଚ୍ଚ ହୋଇଥିଲା ବୋଲି ସୂଚନା ମିଳିଛି। [416, 413, 622, 439]
cell-sl: 1 [843, 1309, 868, 1327]
logo-anniversary-number: 52 [48, 28, 68, 51]
deulamunda-byline: ବାରଗଡ଼/ଭୁବନେଶ୍ୱର,୭।୧୨(ନିଜସ୍ୱ ସମ୍ବାଦଦାତା) [12, 1321, 144, 1343]
family-para-5: ପୋଲିସ ମାମଲା ରୁଜୁ କରି ତଦନ୍ତ ଆରମ୍ଭ କରିଛି। ଘଟଣା ସମ୍ପର୍କରେ ଅଧିକ ତଥ୍ୟ ସଂଗ୍ରହ କରାଯାଉଛି। [355, 898, 622, 923]
sunabeda-office2: RURAL WORKS CIRCLE, SUNABEDA [1053, 1652, 1239, 1664]
deulamunda-para-1: ଫାଇନାଲ ମ୍ୟାଚ ଅତ୍ୟନ୍ତ ରୋମାଞ୍ଚକର ହୋଇଥିଲା। ଶେଷ ଓଭରରେ ଦେଉଳମୁଣ୍ଡା ଦଳ ବିଜୟ ହାସଲ କରିଥିଲା। [12, 1408, 172, 1447]
bookfair-headline: ସପ୍ତମ ସୁବର୍ଣ୍ଣପୁର ପୁସ୍ତକ ମେଳା ଫେବୃଆରୀ ୧ରୁ [12, 1047, 622, 1091]
deulamunda-kicker: ଚତୁର୍ଥ ହଜରାଜ ଜପ ଜୀକେଟ [12, 1267, 172, 1317]
lead-para-4: ଅନ୍ୟପକ୍ଷରେ ପ୍ରଶାସନ ପକ୍ଷରୁ କୁହାଯାଇଛି ଯେ କର୍ମଚାରୀ ନିଯୁକ୍ତି ପ୍ରକ୍ରିୟା ଚାଲିଛି ଏବଂ ଶୀଘ୍ର ଆଶ୍ରୟସ୍ଥଳୀ ପୁଣି ଚାଲୁ ହେବ। ବର୍ତ୍ତମାନ ପର୍ଯ୍ୟନ୍ତ ପ୍ରାୟ ୫ଟି ଭବନ ଅଚଳ ଅବସ୍ଥାରେ ରହିଛି। [12, 500, 192, 554]
cell-corr2: 31.12.2025 at 11.00 A.M. [1307, 1742, 1462, 1752]
table-row [843, 1732, 1462, 1742]
lead-para-10: ସ୍ଥାନୀୟ ଜନସାଧାରଣ କହିଛନ୍ତି ଯେ ଯଦି ସରକାର ଶୀଘ୍ର ପଦକ୍ଷେପ ନ ନିଅନ୍ତି, ତେବେ ଆନ୍ଦୋଳନ କରାଯିବ। [416, 447, 622, 472]
cell-work: Construction of (2+1) Stye D-Type Quarter in the Irrigation Colony for use by Staff of Ong Dam Division, Padampur for the financial year 2025-26 [867, 1344, 1090, 1362]
water-notice-schedule-table [842, 1365, 1462, 1404]
cell-original: Will be intimated later on to the successful bidders [997, 1752, 1152, 1762]
page-number: ୯ [1440, 20, 1456, 57]
table-row [843, 1387, 1462, 1405]
lead-photo-caption: ଅଚଳାବସ୍ଥା ପାଇଁ ନିଟିଂ ଆଶ୍ରୟସ୍ଥଳରେ କାଗରେ ଝୁଲୁଥିବା ତାଲା [201, 395, 396, 406]
col-bid-id: Bid Identification No. [965, 1366, 1022, 1387]
lead-para-1: ପ୍ରଶାସନ ପକ୍ଷରୁ ଗତ ବର୍ଷ ଏହି ଆଶ୍ରୟସ୍ଥଳ ନିର୍ମାଣ କରାଯାଇଥିଲା। ମାତ୍ର ଏହାର ରକ୍ଷଣାବେକ୍ଷଣ ଅଭାବରୁ ଏବେ ଏହା ବ୍ୟବହାର ହୋଇପାରୁନାହିଁ। ସ୍ଥାନୀୟ ଲୋକମାନେ ଏହାର ଶୀଘ୍ର ଖୋଲିବା ପାଇଁ ଦାବି କରିଛନ୍ତି। [12, 259, 192, 327]
bookfair-para-4: ପୁସ୍ତକ ପ୍ରେମୀମାନଙ୍କୁ ମେଳାରେ ଯୋଗ ଦେବା ପାଇଁ ଆହ୍ୱାନ ଦିଆଯାଇଛି। [321, 1175, 468, 1200]
col-original: Time Schedule as per original NCB [997, 1711, 1152, 1721]
cell-emd: Rs.1,63,100/- [1220, 1344, 1288, 1362]
lead-para-6: ଶୀତ ଆହୁରି ବଢ଼ିବ ବୋଲି ପାଣିପାଗ ବିଭାଗ ସୂଚନା ଦେଇଛି। ଆଗାମୀ ଦିନରେ ତାପମାତ୍ରା ଆହୁରି ତଳକୁ ଖସିବ। ଏଭଳି ପରିସ୍ଥିତିରେ ବାସହୀନ ଲୋକଙ୍କ ପାଇଁ ତୁରନ୍ତ ବ୍ୟବସ୍ଥା ଗ୍ରହଣ କରିବାକୁ ଦାବି ହେଉଛି। [201, 475, 407, 528]
cell-period: 12 (Twelve) Calendar Months [1375, 1344, 1462, 1362]
family-para-3: ମୃତଦେହକୁ ବ୍ୟବଚ୍ଛେଦ ପାଇଁ ପଠାଯାଇଛି। ରିପୋର୍ଟ ମିଳିବା ପରେ ମୃତ୍ୟୁର ପ୍ରକୃତ କାରଣ ଜଣାପଡ଼ିବ ବୋଲି ପୋଲିସ କହିଛି। [201, 977, 346, 1031]
clinic-para-0: ଜିଲ୍ଲାରେ ବେଆଇନ ଭାବେ ଚାଲୁଥିବା କ୍ଲିନିକ ଉପରେ ବାରମ୍ବାର ଚଢ଼ାଉ ହେଉଥିଲେ ମଧ୍ୟ କୌଣସି କଡ଼ା କାର୍ଯ୍ୟାନୁଷ୍ଠାନ ହେଉନାହିଁ। ଫଳରେ ଏଭଳି ପ୍ରତିଷ୍ଠାନର ସଂଖ୍ୟା ବଢ଼ି ଚାଲିଛି। [836, 157, 988, 224]
puja-byline: ବୁର୍ଲା,୭।୧୨(ନିଜସ୍ୱ ସମ୍ବାଦ) [836, 954, 939, 965]
edition-title: ପଶ୍ଚିମ ଓଡ଼ିଶା [1234, 20, 1407, 58]
col-clarify: Date of seeking last date of clarification [1102, 1366, 1193, 1387]
cell-emd: Rs.1,46,600/- [1220, 1309, 1288, 1327]
table-row [843, 1564, 1462, 1582]
misc-para-3: ସଭାରେ ଶିକ୍ଷା ବ୍ୟବସ୍ଥାର ଉନ୍ନତି ପାଇଁ ବିଭିନ୍ନ ପ୍ରସ୍ତାବ ଗୃହୀତ ହୋଇଛି। [1326, 1137, 1468, 1162]
bookfair-byline: ସୋନପୁର,୭।୧୨(ମୁସଭାର ସମ୍ବାଦ) [12, 1098, 136, 1109]
vss-para-2: ବିଜେତା ଦଳକୁ ଟ୍ରଫି ଓ ନଗଦ ପୁରସ୍କାର ପ୍ରଦାନ କରାଯାଇଥିଲା। ଉପସ୍ଥିତ ଅତିଥିମାନେ ଖେଳାଳିଙ୍କୁ ଉତ୍ସାହିତ କରିଥିଲେ। [166, 734, 313, 787]
gray-ramp-left [0, 2322, 154, 2336]
vss-para-1: ପ୍ରତିଯୋଗିତାରେ ଜିଲ୍ଲାର ୧୬ଟି ଦଳ ଅଂଶଗ୍ରହଣ କରିଥିଲେ। ଫାଇନାଲ ମ୍ୟାଚ ଦେଖିବା ପାଇଁ ବହୁ ସଂଖ୍ୟାରେ ଦର୍ଶକ ଉପସ୍ଥିତ ଥିଲେ। [12, 701, 313, 801]
sunabeda-letter-no: Letter No. : 6475 [842, 1665, 886, 1673]
cell-value: Rs.146.63 Lakh (excluding G.S.T.) [1090, 1309, 1164, 1327]
